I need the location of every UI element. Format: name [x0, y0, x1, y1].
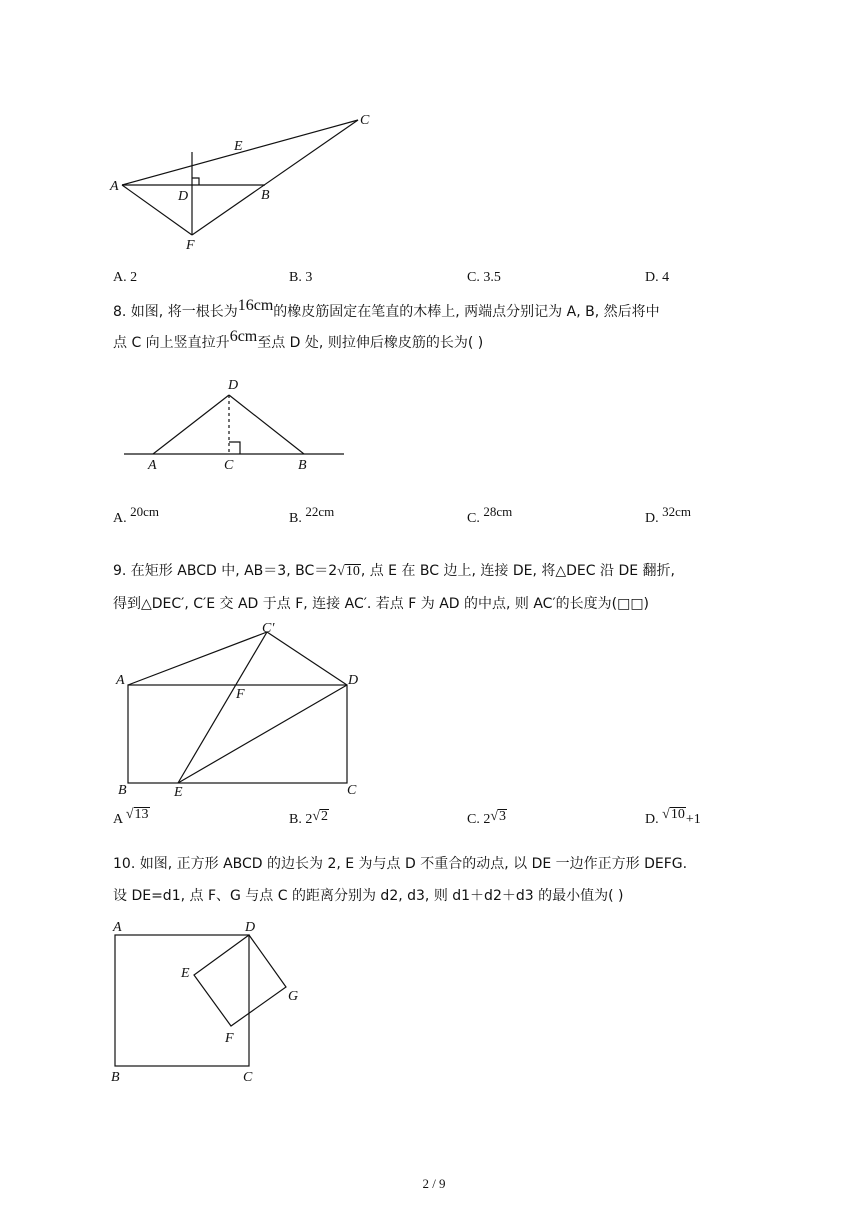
q9-option-b[interactable]: B. 2√2: [289, 809, 329, 827]
q10-label-g: G: [288, 989, 299, 1004]
q7-label-c: C: [360, 113, 370, 128]
q9-label-f: F: [236, 687, 245, 702]
q9-label-e: E: [174, 785, 183, 800]
q7-label-f: F: [186, 238, 195, 253]
q9-sqrt-10: √10: [337, 564, 360, 579]
q9-line-ac-prime: [128, 632, 267, 685]
q7-label-d: D: [178, 189, 189, 204]
q8-figure: [120, 375, 360, 475]
q10-figure: [105, 915, 325, 1090]
q8-label-a: A: [148, 458, 157, 473]
q8-length-6cm: 6cm: [229, 328, 258, 345]
q10-square-abcd: [115, 935, 249, 1066]
q10-line-1: 10. 如图, 正方形 ABCD 的边长为 2, E 为与点 D 不重合的动点, 以 DE 一边作正方形 DEFG.: [113, 856, 688, 872]
q9-label-b: B: [118, 783, 127, 798]
q8-line-1: 8. 如图, 将一根长为16cm的橡皮筋固定在笔直的木棒上, 两端点分别记为 A, B, 然后将中: [113, 297, 660, 320]
q8-option-b[interactable]: B. 22cm: [289, 504, 335, 526]
q10-line-2: 设 DE=d1, 点 F、G 与点 C 的距离分别为 d2, d3, 则 d1＋d2＋d3 的最小值为( ): [113, 888, 624, 904]
page-number: 2 / 9: [422, 1176, 446, 1191]
q8-label-c: C: [224, 458, 234, 473]
q10-label-d: D: [245, 920, 256, 935]
q8-length-16cm: 16cm: [237, 297, 274, 314]
q9-label-a: A: [116, 673, 125, 688]
q10-label-b: B: [111, 1070, 120, 1085]
q8-line-ad: [153, 395, 229, 454]
q9-option-d[interactable]: D. √10+1: [645, 807, 701, 827]
q8-label-d: D: [228, 378, 239, 393]
q7-option-b[interactable]: B. 3: [289, 270, 313, 285]
q7-figure: [100, 100, 400, 260]
q9-line-c-prime-e: [178, 632, 267, 783]
q7-label-b: B: [261, 188, 270, 203]
q7-label-a: A: [110, 179, 119, 194]
q10-label-c: C: [243, 1070, 253, 1085]
q10-square-defg: [194, 935, 286, 1026]
q9-option-c[interactable]: C. 2√3: [467, 809, 507, 827]
q7-label-e: E: [234, 139, 243, 154]
q9-line-1: 9. 在矩形 ABCD 中, AB＝3, BC＝2√10, 点 E 在 BC 边上, 连接 DE, 将△DEC 沿 DE 翻折,: [113, 556, 675, 587]
q9-line-c-prime-d: [267, 632, 347, 685]
q7-line-fc: [192, 120, 358, 235]
q8-option-a[interactable]: A. 20cm: [113, 504, 160, 526]
q9-line-2: 得到△DEC′, C′E 交 AD 于点 F, 连接 AC′. 若点 F 为 AD 的中点, 则 AC′的长度为(□□): [113, 596, 650, 612]
q9-label-c-prime: C′: [262, 621, 275, 636]
q9-label-c: C: [347, 783, 357, 798]
q8-label-b: B: [298, 458, 307, 473]
q7-right-angle-mark: [192, 178, 199, 185]
q8-right-angle-mark: [229, 442, 240, 454]
q10-label-a: A: [113, 920, 122, 935]
q7-option-a[interactable]: A. 2: [113, 270, 138, 285]
q9-option-a[interactable]: A √13: [113, 807, 149, 827]
q8-line-2: 点 C 向上竖直拉升6cm至点 D 处, 则拉伸后橡皮筋的长为( ): [113, 328, 484, 351]
q7-option-c[interactable]: C. 3.5: [467, 270, 501, 285]
q8-option-c[interactable]: C. 28cm: [467, 504, 513, 526]
q9-figure: [110, 618, 380, 803]
q10-label-f: F: [225, 1031, 234, 1046]
q9-line-ed: [178, 685, 347, 783]
q9-label-d: D: [348, 673, 359, 688]
q10-label-e: E: [181, 966, 190, 981]
q7-option-d[interactable]: D. 4: [645, 270, 670, 285]
q8-option-d[interactable]: D. 32cm: [645, 504, 692, 526]
